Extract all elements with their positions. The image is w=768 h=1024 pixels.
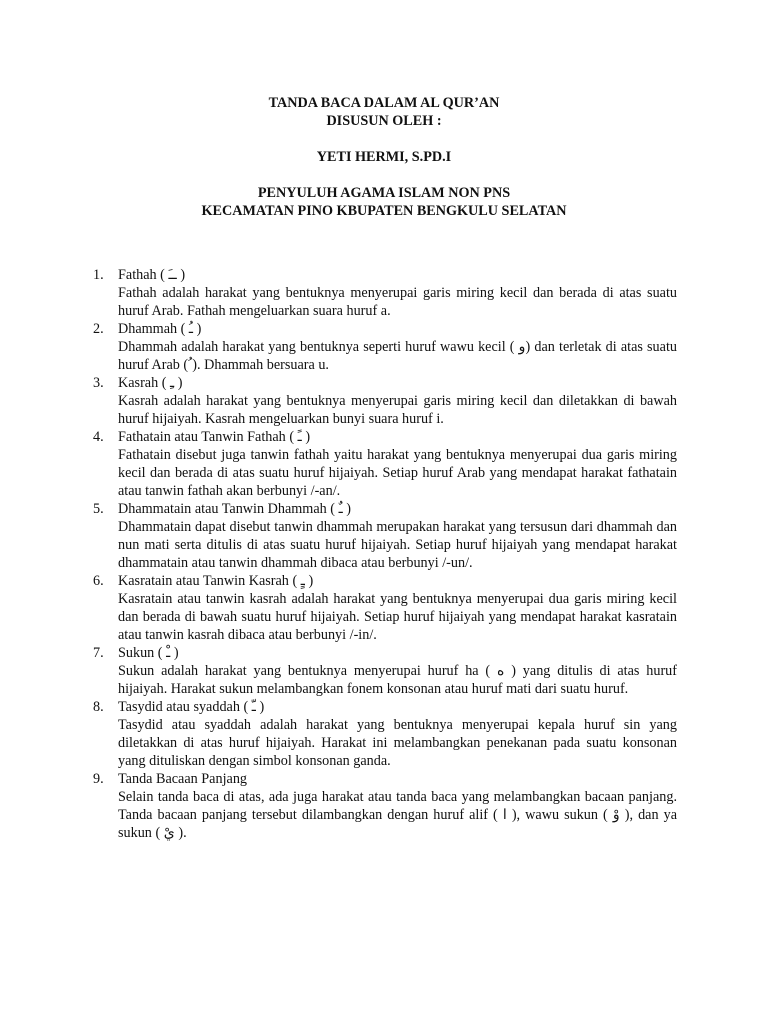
item-title: Tasydid atau syaddah ( ـّ ) — [118, 699, 265, 715]
item-number: 2. — [93, 321, 104, 337]
item-title: Sukun ( ـْ ) — [118, 645, 179, 661]
item-number: 7. — [93, 645, 104, 661]
item-body: Kasrah adalah harakat yang bentuknya menyerupai garis miring kecil dan diletakkan di bawah huruf hijaiyah. Kasrah mengeluarkan bunyi suara huruf i. — [118, 393, 677, 427]
list-item — [93, 374, 677, 428]
item-body: Dhammatain dapat disebut tanwin dhammah merupakan harakat yang tersusun dari dhammah dan nun mati serta ditulis di atas suatu huruf hijaiyah. Setiap huruf hijaiyah yang mendapat harakat dhammatain atau tanwin dhammah dibaca atau berbunyi /-un/. — [118, 519, 677, 571]
item-title: Tanda Bacaan Panjang — [118, 771, 248, 787]
item-number: 5. — [93, 501, 104, 517]
item-number: 3. — [93, 375, 104, 391]
diacritics-list — [93, 266, 677, 842]
item-title: Fathatain atau Tanwin Fathah ( ـً ) — [118, 429, 311, 445]
item-body: Tasydid atau syaddah adalah harakat yang bentuknya menyerupai kepala huruf sin yang diletakkan di atas huruf hijaiyah. Harakat ini melambangkan penekanan pada suatu konsonan yang dituliskan dengan simbol konsonan ganda. — [118, 717, 677, 769]
item-body: Fathatain disebut juga tanwin fathah yaitu harakat yang bentuknya menyerupai dua garis miring kecil dan berada di atas suatu huruf hijaiyah. Setiap huruf Arab yang mendapat harakat fathatain atau tanwin fathah akan berbunyi /-an/. — [118, 447, 677, 499]
document-header — [0, 94, 768, 220]
item-body: Sukun adalah harakat yang bentuknya menyerupai huruf ha ( ه ) yang ditulis di atas huruf hijaiyah. Harakat sukun melambangkan fonem konsonan atau huruf mati dari suatu huruf. — [118, 663, 677, 697]
list-item — [93, 500, 677, 572]
list-item — [93, 320, 677, 374]
item-number: 8. — [93, 699, 104, 715]
item-number: 9. — [93, 771, 104, 787]
item-title: Fathah ( ــَ ) — [118, 267, 186, 283]
item-body: Fathah adalah harakat yang bentuknya menyerupai garis miring kecil dan berada di atas suatu huruf Arab. Fathah mengeluarkan suara huruf a. — [118, 285, 677, 319]
item-number: 1. — [93, 267, 104, 283]
list-item — [93, 428, 677, 500]
list-item — [93, 644, 677, 698]
item-number: 6. — [93, 573, 104, 589]
author-role: PENYULUH AGAMA ISLAM NON PNS — [257, 185, 511, 201]
item-body: Selain tanda baca di atas, ada juga harakat atau tanda baca yang melambangkan bacaan panjang. Tanda bacaan panjang tersebut dilambangkan dengan huruf alif ( ا ), wawu sukun ( وْ ), dan ya sukun ( يْ ). — [118, 789, 677, 841]
list-item — [93, 698, 677, 770]
item-title: Dhammah ( ـُ ) — [118, 321, 202, 337]
author-name: YETI HERMI, S.PD.I — [316, 149, 452, 165]
author-prefix: DISUSUN OLEH : — [326, 113, 442, 129]
header-spacer — [0, 130, 768, 148]
author-location: KECAMATAN PINO KBUPATEN BENGKULU SELATAN — [201, 203, 567, 219]
item-title: Dhammatain atau Tanwin Dhammah ( ـٌ ) — [118, 501, 352, 517]
item-number: 4. — [93, 429, 104, 445]
document-title: TANDA BACA DALAM AL QUR’AN — [268, 95, 500, 111]
item-body: Kasratain atau tanwin kasrah adalah harakat yang bentuknya menyerupai dua garis miring kecil dan berada di bawah suatu huruf hijaiyah. Setiap huruf hijaiyah yang mendapat harakat kasratain atau tanwin kasrah dibaca atau berbunyi /-in/. — [118, 591, 677, 643]
list-item — [93, 770, 677, 842]
header-spacer — [0, 166, 768, 184]
item-title: Kasratain atau Tanwin Kasrah ( ـٍ ) — [118, 573, 314, 589]
list-item — [93, 572, 677, 644]
list-item — [93, 266, 677, 320]
item-title: Kasrah ( ـِ ) — [118, 375, 183, 391]
item-body: Dhammah adalah harakat yang bentuknya seperti huruf wawu kecil ( و) dan terletak di atas suatu huruf Arab ( ُ). Dhammah bersuara u. — [118, 339, 677, 373]
